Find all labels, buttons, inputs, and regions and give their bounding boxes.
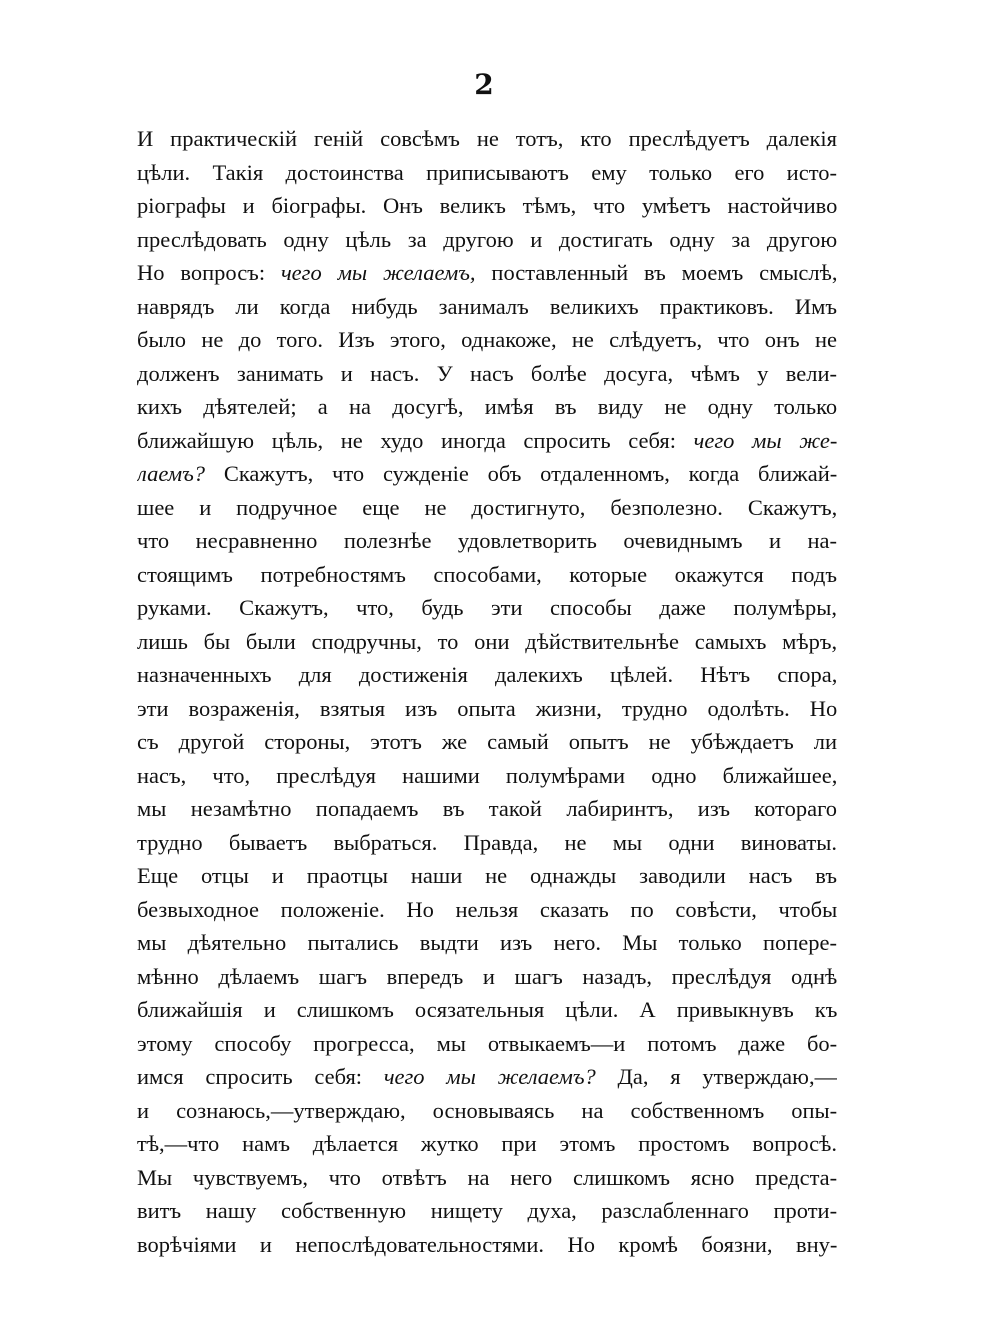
- text-line: [137, 189, 837, 223]
- text-segment: назначенныхъ для достиженія далекихъ цѣлей. Нѣтъ спора,: [137, 662, 837, 687]
- text-segment: ближайшія и слишкомъ осязательныя цѣли. А привыкнувъ къ: [137, 997, 837, 1022]
- text-segment: насъ, что, преслѣдуя нашими полумѣрами одно ближайшее,: [137, 762, 837, 788]
- text-segment: имся спросить себя:: [137, 1064, 384, 1089]
- text-segment: было не до того. Изъ этого, однакоже, не слѣдуетъ, что онъ не: [137, 327, 837, 352]
- text-segment: эти возраженія, взятыя изъ опыта жизни, трудно одолѣть. Но: [137, 695, 837, 721]
- text-line: [137, 658, 837, 692]
- text-line: [137, 993, 837, 1027]
- text-line: [137, 457, 837, 491]
- text-segment: Но вопросъ:: [137, 260, 281, 285]
- text-segment: лишь бы были сподручны, то они дѣйствительнѣе самыхъ мѣръ,: [137, 628, 837, 654]
- text-line: [137, 357, 837, 391]
- text-line: [137, 424, 837, 458]
- text-segment: Мы чувствуемъ, что отвѣтъ на него слишкомъ ясно предста-: [137, 1164, 837, 1190]
- text-line: [137, 725, 837, 759]
- text-segment: трудно бываетъ выбраться. Правда, не мы одни виноваты.: [137, 829, 837, 855]
- text-line: [137, 323, 837, 357]
- text-segment: ворѣчіями и непослѣдовательностями. Но кромѣ боязни, вну-: [137, 1231, 837, 1257]
- text-segment: мы дѣятельно пытались выдти изъ него. Мы только попере-: [137, 930, 837, 955]
- text-line: [137, 1094, 837, 1128]
- text-segment: наврядъ ли когда нибудь занималъ великихъ практиковъ. Имъ: [137, 293, 837, 319]
- text-segment: шее и подручное еще не достигнуто, безполезно. Скажутъ,: [137, 494, 837, 520]
- page-number: 2: [474, 68, 494, 101]
- text-line: [137, 759, 837, 793]
- text-line: [137, 893, 837, 927]
- text-segment: Еще отцы и праотцы наши не однажды заводили насъ въ: [137, 863, 837, 888]
- text-line: [137, 926, 837, 960]
- text-segment: ближайшую цѣль, не худо иногда спросить себя:: [137, 427, 694, 453]
- text-line: [137, 1127, 837, 1161]
- text-line: [137, 491, 837, 525]
- text-line: [137, 1060, 837, 1094]
- text-line: [137, 1228, 837, 1262]
- text-line: [137, 960, 837, 994]
- text-segment: долженъ занимать и насъ. У насъ болѣе досуга, чѣмъ у вели-: [137, 360, 837, 386]
- text-line: [137, 223, 837, 257]
- text-line: [137, 1194, 837, 1228]
- italic-phrase: чего мы же-: [693, 427, 837, 453]
- text-segment: ріографы и біографы. Онъ великъ тѣмъ, что умѣетъ настойчиво: [137, 193, 837, 218]
- text-line: [137, 625, 837, 659]
- text-segment: цѣли. Такія достоинства приписываютъ ему только его исто-: [137, 159, 837, 185]
- text-line: [137, 591, 837, 625]
- body-text: [137, 122, 837, 1261]
- text-segment: витъ нашу собственную нищету духа, разслабленнаго проти-: [137, 1198, 837, 1223]
- text-segment: что несравненно полезнѣе удовлетворить очевиднымъ и на-: [137, 528, 837, 553]
- text-segment: безвыходное положеніе. Но нельзя сказать по совѣсти, чтобы: [137, 896, 837, 922]
- text-segment: тѣ,—что намъ дѣлается жутко при этомъ простомъ вопросѣ.: [137, 1131, 837, 1156]
- text-line: [137, 156, 837, 190]
- text-segment: И практическій геній совсѣмъ не тотъ, кто преслѣдуетъ далекія: [137, 126, 837, 151]
- text-segment: съ другой стороны, этотъ же самый опытъ не убѣждаетъ ли: [137, 729, 837, 754]
- text-segment: поставленный въ моемъ смыслѣ,: [475, 260, 837, 285]
- text-segment: и сознаюсь,—утверждаю, основываясь на собственномъ опы-: [137, 1097, 837, 1123]
- text-segment: этому способу прогресса, мы отвыкаемъ—и потомъ даже бо-: [137, 1030, 837, 1056]
- italic-phrase: чего мы желаемъ?: [383, 1064, 596, 1089]
- text-line: [137, 826, 837, 860]
- text-segment: преслѣдовать одну цѣль за другою и достигать одну за другою: [137, 226, 837, 252]
- text-segment: мы незамѣтно попадаемъ въ такой лабиринтъ, изъ котораго: [137, 796, 837, 821]
- text-line: [137, 1161, 837, 1195]
- text-line: [137, 390, 837, 424]
- text-segment: Да, я утверждаю,—: [595, 1064, 837, 1089]
- text-segment: мѣнно дѣлаемъ шагъ впередъ и шагъ назадъ, преслѣдуя однѣ: [137, 963, 837, 989]
- text-segment: кихъ дѣятелей; а на досугѣ, имѣя въ виду не одну только: [137, 394, 837, 419]
- text-line: [137, 524, 837, 558]
- text-segment: стоящимъ потребностямъ способами, которые окажутся подъ: [137, 561, 837, 587]
- text-line: [137, 692, 837, 726]
- text-segment: руками. Скажутъ, что, будь эти способы даже полумѣры,: [137, 595, 837, 620]
- text-line: [137, 1027, 837, 1061]
- text-line: [137, 256, 837, 290]
- text-segment: Скажутъ, что сужденіе объ отдаленномъ, когда ближай-: [205, 461, 837, 486]
- text-line: [137, 792, 837, 826]
- italic-phrase: лаемъ?: [137, 461, 206, 486]
- italic-phrase: чего мы желаемъ,: [280, 260, 476, 285]
- text-line: [137, 859, 837, 893]
- text-line: [137, 290, 837, 324]
- text-line: [137, 558, 837, 592]
- text-line: [137, 122, 837, 156]
